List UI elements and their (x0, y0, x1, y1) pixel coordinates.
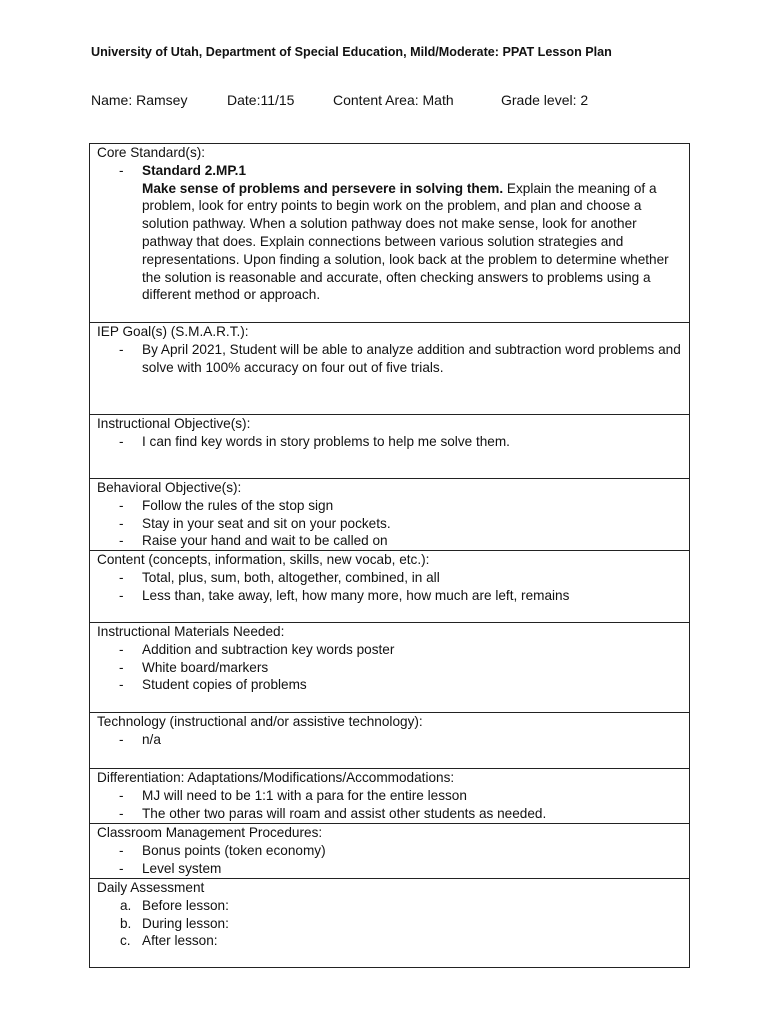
item-text: Addition and subtraction key words poster (142, 641, 395, 657)
item-text: During lesson: (142, 915, 229, 931)
list-item (97, 569, 683, 587)
item-text: Bonus points (token economy) (142, 842, 326, 858)
item-text: I can find key words in story problems to help me solve them. (142, 433, 510, 449)
list-item (97, 731, 683, 749)
item-text: Stay in your seat and sit on your pockets. (142, 515, 391, 531)
bullet: - (119, 433, 124, 449)
list-marker: a. (120, 897, 132, 913)
item-text: Student copies of problems (142, 677, 307, 693)
bullet: - (119, 587, 124, 603)
section-heading: Instructional Materials Needed: (97, 624, 285, 639)
list-item (97, 805, 683, 823)
differentiation-section (90, 769, 689, 824)
bullet: - (119, 731, 124, 747)
section-heading: Instructional Objective(s): (97, 416, 251, 431)
list-item (97, 433, 683, 451)
item-text: By April 2021, Student will be able to analyze addition and subtraction word problems and solve with 100% accuracy on four out of five trials. (142, 341, 681, 375)
standard-bold-text: Make sense of problems and persevere in solving them. (142, 180, 504, 196)
document-title: University of Utah, Department of Special Education, Mild/Moderate: PPAT Lesson Plan (91, 45, 612, 59)
list-item (97, 587, 683, 605)
bullet: - (119, 659, 124, 675)
list-item (97, 915, 683, 933)
list-item (97, 641, 683, 659)
name-field: Name: Ramsey (91, 92, 188, 108)
bullet: - (119, 162, 124, 178)
standard-text: Explain the meaning of a problem, look for entry points to begin work on the problem, and plan and choose a solution pathway. When a solution pathway does not make sense, look for another pathway that does. Explain connections between various solution strategies and representations. Upon finding a solution, look back at the problem to determine whether the solution is reasonable and accurate, often checking answers to problems using a different method or approach. (142, 180, 669, 303)
item-text: After lesson: (142, 933, 218, 949)
item-text: The other two paras will roam and assist other students as needed. (142, 805, 547, 821)
item-text: White board/markers (142, 659, 269, 675)
section-heading: Classroom Management Procedures: (97, 825, 323, 840)
bullet: - (119, 787, 124, 803)
section-heading: Content (concepts, information, skills, new vocab, etc.): (97, 552, 430, 567)
list-marker: b. (120, 915, 132, 931)
list-item (97, 659, 683, 677)
bullet: - (119, 533, 124, 549)
grade-level-field: Grade level: 2 (501, 92, 589, 108)
item-text: Level system (142, 860, 222, 876)
bullet: - (119, 497, 124, 513)
list-item (97, 897, 683, 915)
lesson-plan-table (89, 143, 690, 968)
item-text: Follow the rules of the stop sign (142, 497, 334, 513)
list-marker: c. (120, 933, 131, 949)
bullet: - (119, 860, 124, 876)
iep-goals-section (90, 323, 689, 415)
list-item (97, 162, 683, 304)
standard-id: Standard 2.MP.1 (142, 162, 247, 178)
list-item (97, 787, 683, 805)
instructional-objectives-section (90, 415, 689, 479)
materials-section (90, 623, 689, 713)
bullet: - (119, 677, 124, 693)
daily-assessment-section (90, 879, 689, 967)
date-field: Date:11/15 (227, 92, 295, 108)
behavioral-objectives-section (90, 479, 689, 551)
list-item (97, 341, 683, 377)
item-text: n/a (142, 731, 161, 747)
bullet: - (119, 569, 124, 585)
list-item (97, 676, 683, 694)
bullet: - (119, 842, 124, 858)
list-item (97, 497, 683, 515)
list-item (97, 532, 683, 550)
content-section (90, 551, 689, 623)
list-item (97, 515, 683, 533)
core-standards-section (90, 144, 689, 323)
section-heading: IEP Goal(s) (S.M.A.R.T.): (97, 324, 249, 339)
technology-section (90, 713, 689, 769)
section-heading: Core Standard(s): (97, 145, 206, 160)
bullet: - (119, 805, 124, 821)
classroom-management-section (90, 824, 689, 879)
section-heading: Behavioral Objective(s): (97, 480, 242, 495)
bullet: - (119, 341, 124, 357)
section-heading: Technology (instructional and/or assistive technology): (97, 714, 423, 729)
item-text: Raise your hand and wait to be called on (142, 533, 388, 549)
content-area-field: Content Area: Math (333, 92, 454, 108)
item-text: Less than, take away, left, how many more, how much are left, remains (142, 587, 570, 603)
list-item (97, 932, 683, 950)
section-heading: Differentiation: Adaptations/Modifications/Accommodations: (97, 770, 455, 785)
list-item (97, 842, 683, 860)
item-text: MJ will need to be 1:1 with a para for the entire lesson (142, 787, 467, 803)
list-item (97, 860, 683, 878)
info-line (0, 92, 768, 110)
section-heading: Daily Assessment (97, 880, 205, 895)
item-text: Total, plus, sum, both, altogether, combined, in all (142, 569, 440, 585)
bullet: - (119, 515, 124, 531)
bullet: - (119, 641, 124, 657)
item-text: Before lesson: (142, 897, 229, 913)
